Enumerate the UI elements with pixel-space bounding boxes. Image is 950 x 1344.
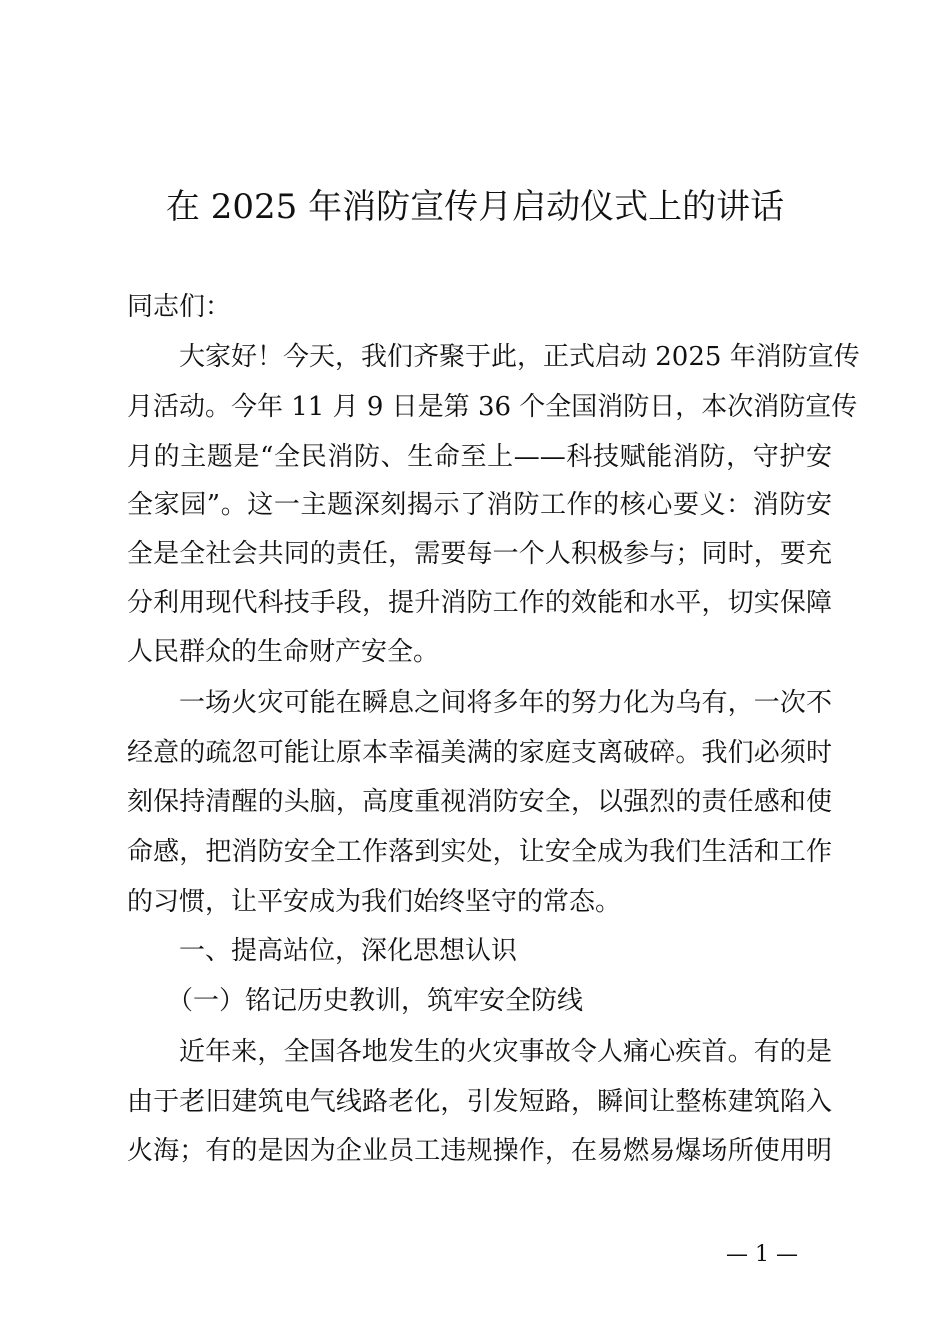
text-line: 火海；有的是因为企业员工违规操作，在易燃易爆场所使用明 [127, 1136, 832, 1166]
section-heading: （一）铭记历史教训，筑牢安全防线 [167, 986, 584, 1016]
text-line: 全家园”。这一主题深刻揭示了消防工作的核心要义：消防安 [127, 490, 832, 520]
text-line: 刻保持清醒的头脑，高度重视消防安全，以强烈的责任感和使 [127, 787, 832, 817]
text-line: 经意的疏忽可能让原本幸福美满的家庭支离破碎。我们必须时 [127, 738, 832, 768]
text-line: 一场火灾可能在瞬息之间将多年的努力化为乌有，一次不 [179, 688, 832, 718]
document-title: 在 2025 年消防宣传月启动仪式上的讲话 [165, 187, 785, 227]
salutation: 同志们： [127, 292, 232, 322]
text-line: 近年来，全国各地发生的火灾事故令人痛心疾首。有的是 [179, 1037, 832, 1067]
text-line: 由于老旧建筑电气线路老化，引发短路，瞬间让整栋建筑陷入 [127, 1087, 832, 1117]
section-heading: 一、提高站位，深化思想认识 [179, 936, 518, 966]
text-line: 月的主题是“全民消防、生命至上——科技赋能消防，守护安 [127, 442, 832, 472]
text-line: 全是全社会共同的责任，需要每一个人积极参与；同时，要充 [127, 539, 832, 569]
text-line: 人民群众的生命财产安全。 [127, 637, 440, 667]
text-line: 分利用现代科技手段，提升消防工作的效能和水平，切实保障 [127, 588, 832, 618]
text-line: 的习惯，让平安成为我们始终坚守的常态。 [127, 887, 622, 917]
text-line: 大家好！今天，我们齐聚于此，正式启动 2025 年消防宣传 [179, 342, 860, 372]
text-line: 命感，把消防安全工作落到实处，让安全成为我们生活和工作 [127, 837, 832, 867]
page-number: — 1 — [726, 1242, 798, 1267]
text-line: 月活动。今年 11 月 9 日是第 36 个全国消防日，本次消防宣传 [127, 392, 858, 422]
